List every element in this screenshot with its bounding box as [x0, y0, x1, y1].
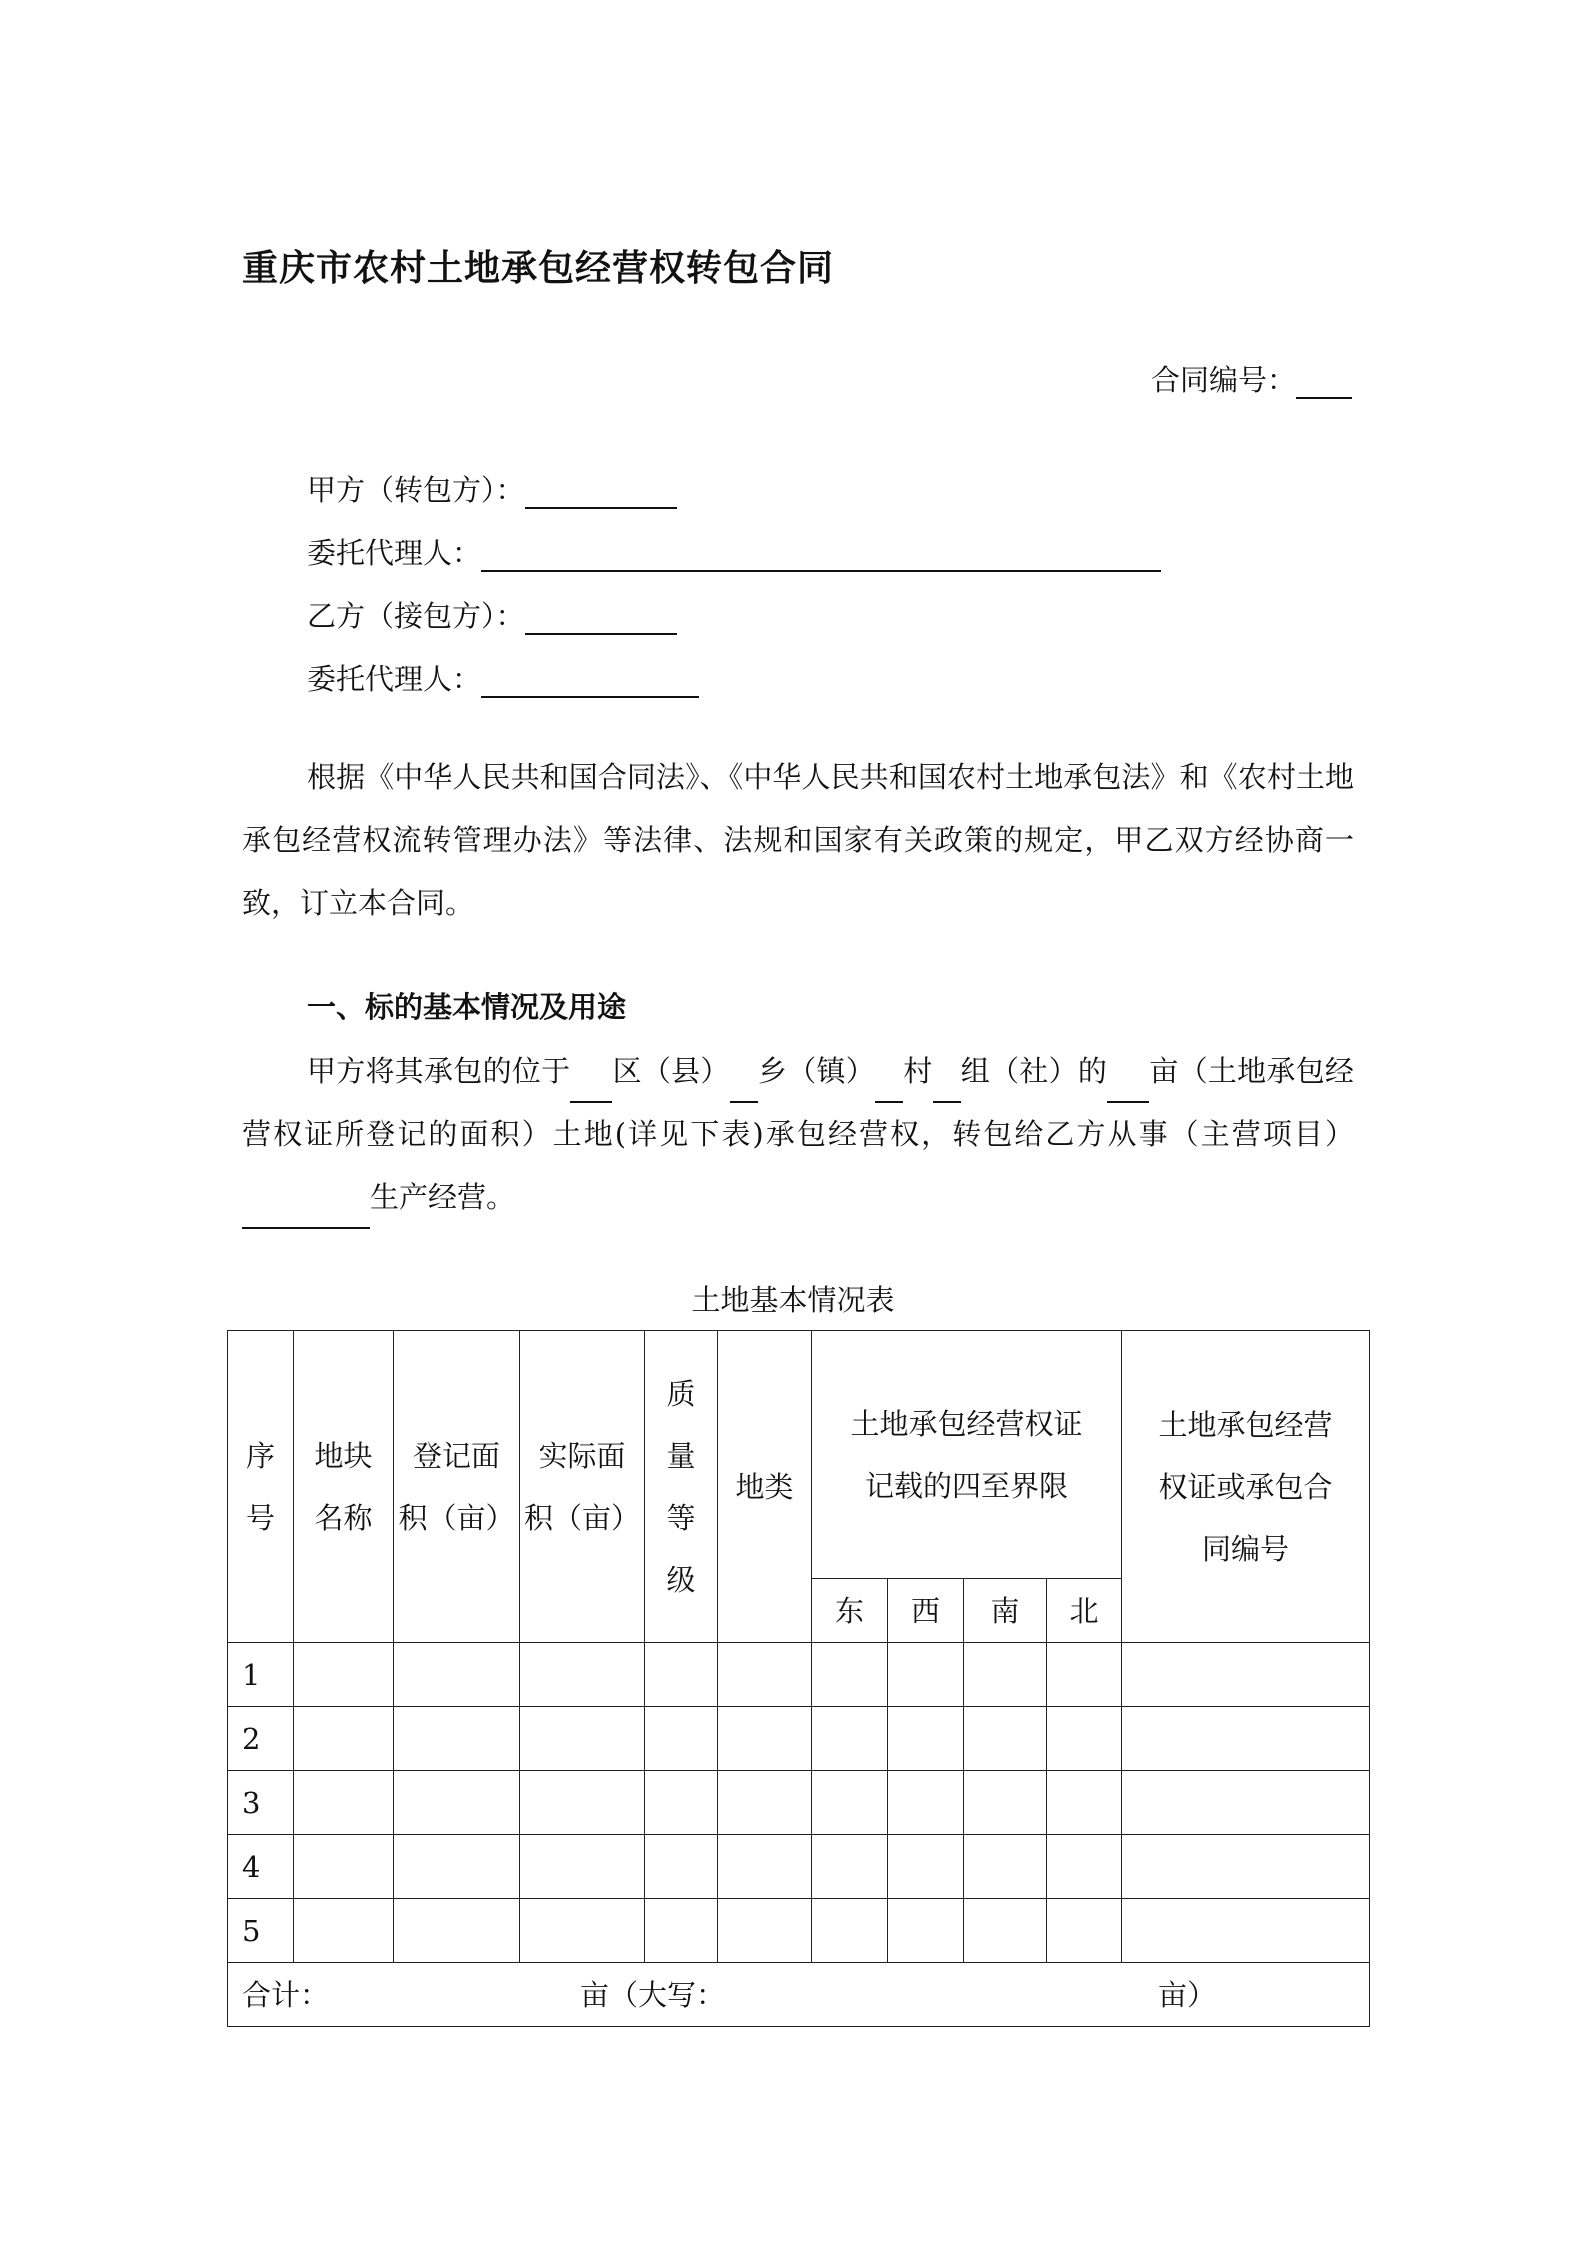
header-plot-name: 地块 名称: [294, 1331, 394, 1643]
table-cell[interactable]: [888, 1707, 964, 1771]
contract-number: [1151, 358, 1352, 399]
table-cell[interactable]: [520, 1835, 645, 1899]
table-cell[interactable]: [394, 1899, 520, 1963]
table-cell[interactable]: [294, 1771, 394, 1835]
area-blank[interactable]: [1107, 1071, 1149, 1103]
header-north: 北: [1047, 1579, 1122, 1643]
group-blank[interactable]: [933, 1071, 961, 1103]
table-cell[interactable]: [1122, 1771, 1370, 1835]
table-cell[interactable]: [394, 1707, 520, 1771]
table-cell[interactable]: [294, 1835, 394, 1899]
table-cell[interactable]: [1047, 1899, 1122, 1963]
table-cell[interactable]: [294, 1899, 394, 1963]
table-cell[interactable]: [812, 1835, 888, 1899]
table-cell[interactable]: [812, 1899, 888, 1963]
party-a-blank[interactable]: [525, 477, 677, 509]
party-a: [307, 468, 677, 509]
table-row: [228, 1707, 1370, 1771]
party-b-agent: [307, 657, 699, 698]
table-cell[interactable]: [718, 1643, 812, 1707]
table-cell[interactable]: [812, 1771, 888, 1835]
table-row: [228, 1643, 1370, 1707]
table-cell[interactable]: [888, 1643, 964, 1707]
table-cell[interactable]: [964, 1643, 1047, 1707]
village-blank[interactable]: [875, 1071, 903, 1103]
party-b-blank[interactable]: [525, 603, 677, 635]
document-title: 重庆市农村土地承包经营权转包合同: [242, 248, 835, 289]
paragraph-text: 生产经营。: [370, 1180, 516, 1214]
table-cell[interactable]: [718, 1771, 812, 1835]
table-cell[interactable]: [520, 1643, 645, 1707]
party-a-label: 甲方（转包方）：: [307, 473, 525, 507]
table-cell[interactable]: [1047, 1771, 1122, 1835]
table-cell[interactable]: [964, 1771, 1047, 1835]
header-east: 东: [812, 1579, 888, 1643]
table-cell[interactable]: [520, 1771, 645, 1835]
table-cell[interactable]: [394, 1643, 520, 1707]
table-cell[interactable]: [1122, 1835, 1370, 1899]
table-cell[interactable]: [1122, 1707, 1370, 1771]
paragraph-text: 亩（土地承包经营权证所登记的面积）土地(详见下表)承包经营权，转包给乙方从事（主营项目）: [242, 1054, 1354, 1151]
table-cell[interactable]: [294, 1643, 394, 1707]
header-land-type: 地类: [718, 1331, 812, 1643]
total-label: 合计：: [242, 1977, 330, 2012]
section-1-paragraph: [242, 1040, 1354, 1229]
table-cell[interactable]: [645, 1835, 718, 1899]
table-cell[interactable]: [964, 1835, 1047, 1899]
table-cell[interactable]: [1122, 1899, 1370, 1963]
party-b-agent-blank[interactable]: [481, 666, 699, 698]
table-row: [228, 1771, 1370, 1835]
party-b: [307, 594, 677, 635]
header-seq: 序 号: [228, 1331, 294, 1643]
table-cell[interactable]: [1047, 1835, 1122, 1899]
party-a-agent-label: 委托代理人：: [307, 536, 482, 570]
paragraph-text: 组（社）的: [960, 1054, 1108, 1088]
party-b-agent-label: 委托代理人：: [307, 662, 482, 696]
township-blank[interactable]: [730, 1071, 758, 1103]
table-cell[interactable]: [645, 1643, 718, 1707]
table-cell[interactable]: [645, 1899, 718, 1963]
contract-number-label: 合同编号：: [1150, 363, 1296, 397]
table-cell[interactable]: [520, 1707, 645, 1771]
table-cell[interactable]: [812, 1707, 888, 1771]
total-row: [228, 1963, 1370, 2027]
table-cell[interactable]: [394, 1835, 520, 1899]
row-number: 1: [228, 1643, 294, 1707]
row-number: 3: [228, 1771, 294, 1835]
table-cell[interactable]: [1047, 1707, 1122, 1771]
row-number: 5: [228, 1899, 294, 1963]
party-a-agent: [307, 531, 1161, 572]
paragraph-text: 甲方将其承包的位于: [307, 1054, 571, 1088]
table-cell[interactable]: [964, 1899, 1047, 1963]
header-south: 南: [964, 1579, 1047, 1643]
table-cell[interactable]: [964, 1707, 1047, 1771]
row-number: 4: [228, 1835, 294, 1899]
table-cell[interactable]: [888, 1771, 964, 1835]
header-boundaries: 土地承包经营权证 记载的四至界限: [812, 1331, 1122, 1579]
table-cell[interactable]: [812, 1643, 888, 1707]
table-row: [228, 1835, 1370, 1899]
table-cell[interactable]: [718, 1899, 812, 1963]
table-row: [228, 1899, 1370, 1963]
table-caption: 土地基本情况表: [691, 1283, 895, 1317]
total-mu-close: 亩）: [1158, 1977, 1217, 2012]
header-certificate-number: 土地承包经营 权证或承包合 同编号: [1122, 1331, 1370, 1643]
total-mu-daxie: 亩（大写：: [580, 1977, 726, 2012]
table-cell[interactable]: [1122, 1643, 1370, 1707]
total-cell: [228, 1963, 1370, 2027]
land-info-table: [227, 1330, 1370, 2027]
project-blank[interactable]: [242, 1197, 370, 1229]
table-cell[interactable]: [645, 1771, 718, 1835]
table-cell[interactable]: [394, 1771, 520, 1835]
paragraph-text: 村: [902, 1054, 933, 1088]
table-cell[interactable]: [718, 1707, 812, 1771]
table-cell[interactable]: [718, 1835, 812, 1899]
table-cell[interactable]: [294, 1707, 394, 1771]
section-1-heading: 一、标的基本情况及用途: [307, 990, 627, 1024]
table-cell[interactable]: [520, 1899, 645, 1963]
paragraph-text: 乡（镇）: [757, 1054, 875, 1088]
table-cell[interactable]: [645, 1707, 718, 1771]
row-number: 2: [228, 1707, 294, 1771]
table-cell[interactable]: [888, 1835, 964, 1899]
header-west: 西: [888, 1579, 964, 1643]
party-a-agent-blank[interactable]: [481, 540, 1161, 572]
header-quality-grade: 质 量 等 级: [645, 1331, 718, 1643]
intro-paragraph: 根据《中华人民共和国合同法》、《中华人民共和国农村土地承包法》和《农村土地承包经营权流转管理办法》等法律、法规和国家有关政策的规定，甲乙双方经协商一致，订立本合同。: [242, 760, 1354, 920]
header-registered-area: 登记面 积（亩）: [394, 1331, 520, 1643]
table-cell[interactable]: [1047, 1643, 1122, 1707]
district-blank[interactable]: [570, 1071, 612, 1103]
paragraph-text: 区（县）: [612, 1054, 730, 1088]
table-cell[interactable]: [888, 1899, 964, 1963]
header-actual-area: 实际面 积（亩）: [520, 1331, 645, 1643]
party-b-label: 乙方（接包方）：: [307, 599, 525, 633]
contract-number-blank[interactable]: [1296, 367, 1352, 399]
